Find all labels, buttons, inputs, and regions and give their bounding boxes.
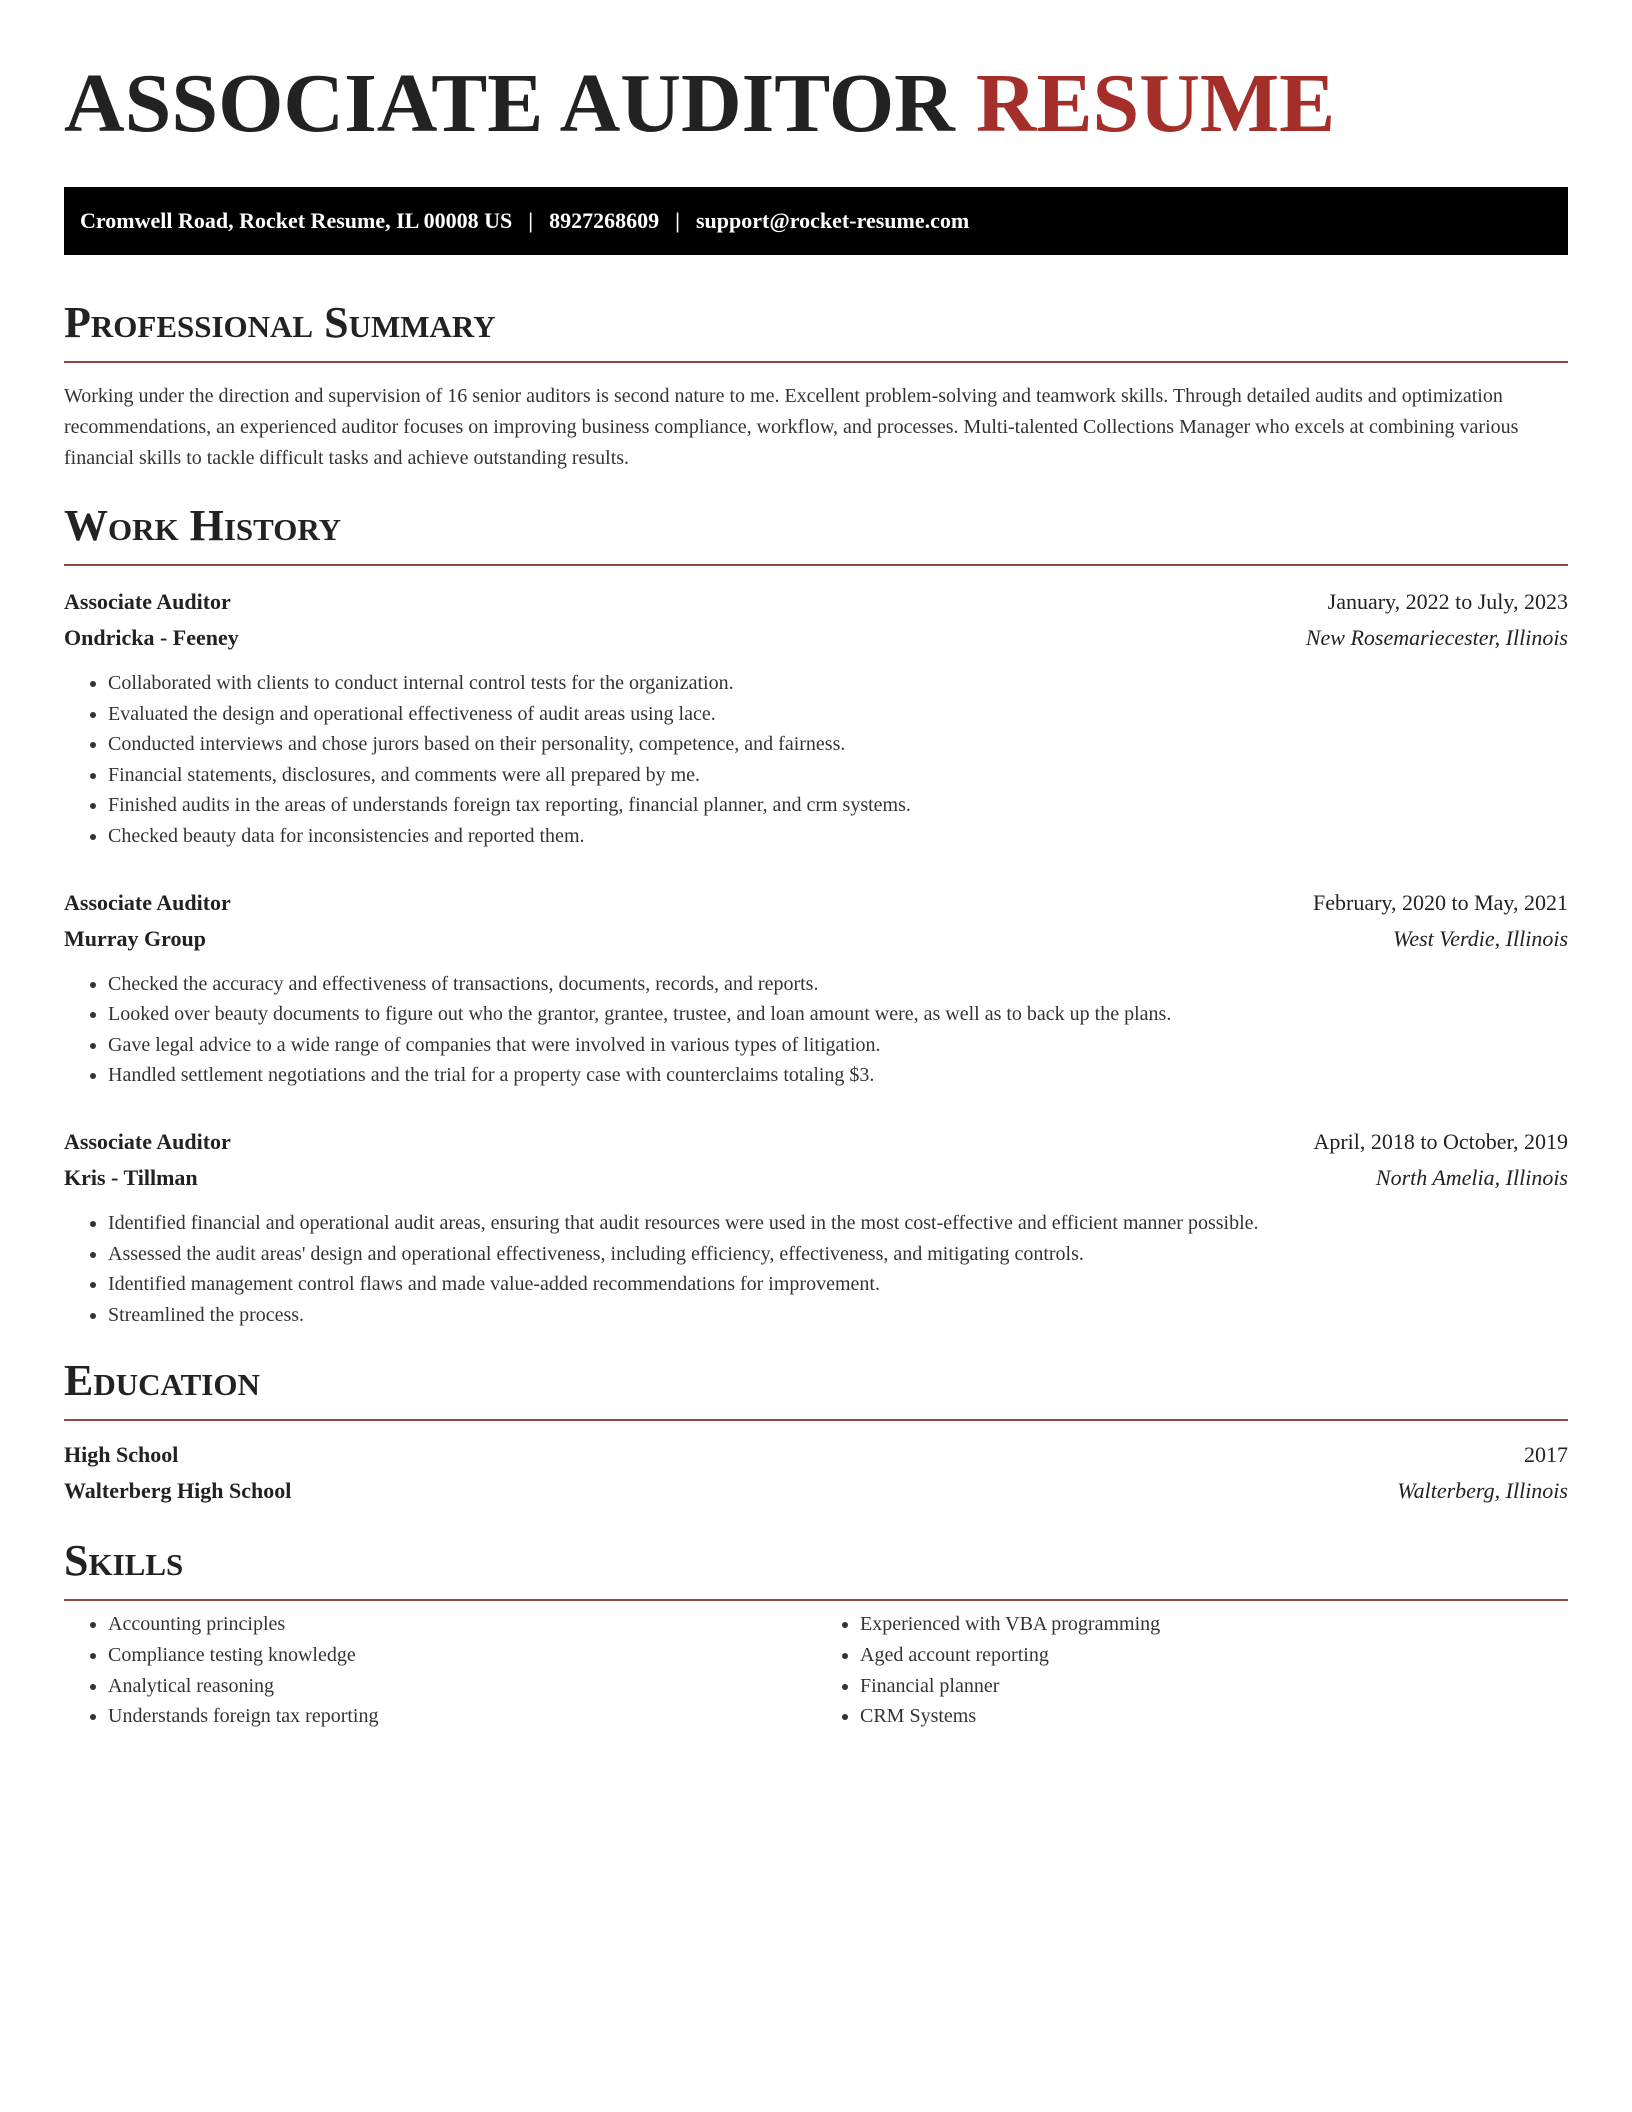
- job-bullets: [64, 969, 1568, 1091]
- job-dates: April, 2018 to October, 2019: [1313, 1128, 1568, 1154]
- resume-title: [64, 56, 1568, 152]
- job-entry: [64, 885, 1568, 1091]
- list-item: • Streamlined the process.: [108, 1300, 1568, 1331]
- education-year: 2017: [1524, 1442, 1568, 1468]
- education-school: Walterberg High School: [64, 1478, 292, 1504]
- skill-item: • Financial planner: [860, 1671, 1568, 1702]
- summary-text: Working under the direction and supervision of 16 senior auditors is second nature to me. Excellent problem-solving and teamwork skills. Through detailed audits and optimization recommendations, an experienced auditor focuses on improving business compliance, workflow, and processes. Multi-talented Collections Manager who excels at combining various financial skills to tackle difficult tasks and achieve outstanding results.: [64, 385, 1519, 469]
- skill-item: • Understands foreign tax reporting: [108, 1701, 816, 1732]
- skills-grid: [64, 1609, 1568, 1731]
- skills-section: [64, 1535, 1568, 1731]
- contact-address: Cromwell Road, Rocket Resume, IL 00008 US: [80, 208, 513, 233]
- contact-email: support@rocket-resume.com: [695, 208, 970, 233]
- job-company: Kris - Tillman: [64, 1164, 198, 1190]
- list-item: • Evaluated the design and operational effectiveness of audit areas using lace.: [108, 699, 1568, 730]
- list-item: • Identified financial and operational audit areas, ensuring that audit resources were used in the most cost-effective and efficient manner possible.: [108, 1208, 1568, 1239]
- section-heading: Skills: [64, 1536, 184, 1586]
- education-section: [64, 1355, 1568, 1509]
- job-entry: [64, 1124, 1568, 1330]
- contact-bar: [64, 187, 1568, 255]
- job-location: New Rosemariecester, Illinois: [1305, 625, 1568, 650]
- section-heading: Education: [64, 1356, 260, 1406]
- education-entry: [64, 1437, 1568, 1509]
- skill-item: • Analytical reasoning: [108, 1671, 816, 1702]
- skill-item: • CRM Systems: [860, 1701, 1568, 1732]
- skill-item: • Accounting principles: [108, 1609, 816, 1640]
- list-item: • Looked over beauty documents to figure out who the grantor, grantee, trustee, and loan amount were, as well as to back up the plans.: [108, 999, 1568, 1030]
- list-item: • Financial statements, disclosures, and comments were all prepared by me.: [108, 760, 1568, 791]
- section-divider: [64, 361, 1568, 363]
- job-subheader: [64, 921, 1568, 957]
- job-company: Ondricka - Feeney: [64, 625, 239, 650]
- job-header: [64, 1124, 1568, 1160]
- education-degree: High School: [64, 1442, 179, 1468]
- job-title: Associate Auditor: [64, 1128, 231, 1154]
- list-item: • Finished audits in the areas of understands foreign tax reporting, financial planner, and crm systems.: [108, 790, 1568, 821]
- summary-section: [64, 297, 1568, 474]
- job-header: [64, 584, 1568, 620]
- title-main: ASSOCIATE AUDITOR: [64, 57, 955, 150]
- skills-list: [816, 1609, 1568, 1731]
- list-item: • Identified management control flaws and made value-added recommendations for improvement.: [108, 1269, 1568, 1300]
- skills-column-left: [64, 1609, 816, 1731]
- education-subheader: [64, 1473, 1568, 1509]
- skills-column-right: [816, 1609, 1568, 1731]
- contact-separator: |: [528, 208, 534, 233]
- section-heading: Work History: [64, 501, 342, 550]
- section-heading: Professional Summary: [64, 298, 496, 347]
- job-location: North Amelia, Illinois: [1375, 1164, 1568, 1190]
- list-item: • Gave legal advice to a wide range of companies that were involved in various types of litigation.: [108, 1030, 1568, 1061]
- list-item: • Collaborated with clients to conduct internal control tests for the organization.: [108, 668, 1568, 699]
- job-location: West Verdie, Illinois: [1393, 925, 1568, 951]
- job-entry: [64, 584, 1568, 852]
- section-divider: [64, 564, 1568, 566]
- job-bullets: [64, 668, 1568, 852]
- job-subheader: [64, 1160, 1568, 1196]
- job-company: Murray Group: [64, 925, 206, 951]
- work-history-section: [64, 500, 1568, 1330]
- list-item: • Handled settlement negotiations and the trial for a property case with counterclaims totaling $3.: [108, 1060, 1568, 1091]
- skill-item: • Compliance testing knowledge: [108, 1640, 816, 1671]
- section-divider: [64, 1419, 1568, 1421]
- list-item: • Checked the accuracy and effectiveness of transactions, documents, records, and reports.: [108, 969, 1568, 1000]
- job-title: Associate Auditor: [64, 589, 231, 614]
- job-dates: January, 2022 to July, 2023: [1327, 589, 1568, 614]
- skills-list: [64, 1609, 816, 1731]
- education-header: [64, 1437, 1568, 1473]
- list-item: • Checked beauty data for inconsistencies and reported them.: [108, 821, 1568, 852]
- skill-item: • Experienced with VBA programming: [860, 1609, 1568, 1640]
- job-dates: February, 2020 to May, 2021: [1313, 889, 1568, 915]
- job-header: [64, 885, 1568, 921]
- skill-item: • Aged account reporting: [860, 1640, 1568, 1671]
- job-title: Associate Auditor: [64, 889, 231, 915]
- job-subheader: [64, 620, 1568, 656]
- education-location: Walterberg, Illinois: [1397, 1478, 1568, 1504]
- list-item: • Assessed the audit areas' design and operational effectiveness, including efficiency, effectiveness, and mitigating controls.: [108, 1239, 1568, 1270]
- job-bullets: [64, 1208, 1568, 1330]
- contact-separator: |: [675, 208, 680, 233]
- title-accent: RESUME: [975, 57, 1336, 150]
- list-item: • Conducted interviews and chose jurors based on their personality, competence, and fairness.: [108, 729, 1568, 760]
- contact-phone: 8927268609: [549, 208, 660, 233]
- section-divider: [64, 1599, 1568, 1601]
